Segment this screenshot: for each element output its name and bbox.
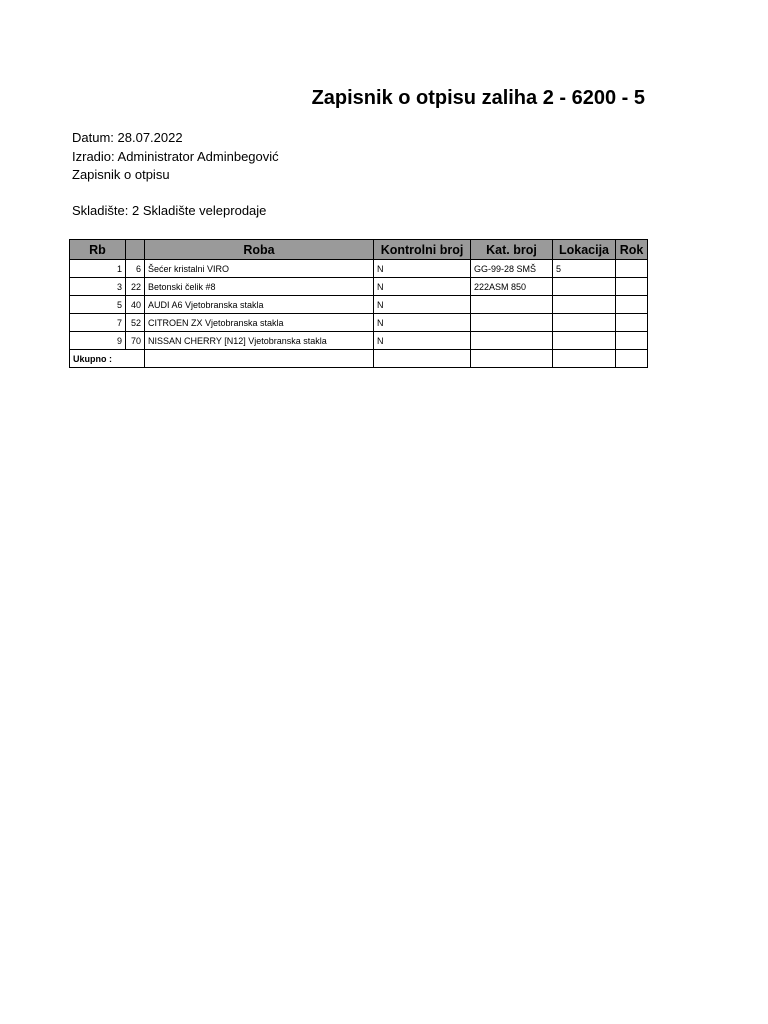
cell-rok [616,260,648,278]
cell-lokacija [553,332,616,350]
cell-code: 40 [126,296,145,314]
header-rok: Rok [616,240,648,260]
cell-rok [616,314,648,332]
cell-roba: Betonski čelik #8 [145,278,374,296]
table-row [70,260,648,278]
header-rb: Rb [70,240,126,260]
cell-roba: CITROEN ZX Vjetobranska stakla [145,314,374,332]
cell-kontrolni-broj: N [374,314,471,332]
cell-kontrolni-broj: N [374,332,471,350]
table-row [70,314,648,332]
cell-kat-broj: 222ASM 850 [471,278,553,296]
total-row [70,350,648,368]
cell-code: 22 [126,278,145,296]
table-row [70,296,648,314]
cell-rb: 7 [70,314,126,332]
cell-lokacija [553,296,616,314]
table-row [70,332,648,350]
total-label: Ukupno : [70,350,145,368]
table-header-row [70,240,648,260]
date-line: Datum: 28.07.2022 [72,130,183,145]
warehouse-line: Skladište: 2 Skladište veleprodaje [72,203,267,218]
total-cell-kat-broj [471,350,553,368]
cell-roba: Šećer kristalni VIRO [145,260,374,278]
cell-kat-broj: GG-99-28 SMŠ [471,260,553,278]
cell-rb: 3 [70,278,126,296]
cell-rok [616,278,648,296]
cell-code: 70 [126,332,145,350]
total-cell-roba [145,350,374,368]
cell-kontrolni-broj: N [374,296,471,314]
cell-kat-broj [471,314,553,332]
cell-code: 52 [126,314,145,332]
cell-rok [616,332,648,350]
header-kat-broj: Kat. broj [471,240,553,260]
total-cell-rok [616,350,648,368]
items-table [69,239,648,368]
cell-rb: 9 [70,332,126,350]
header-roba: Roba [145,240,374,260]
total-cell-kontrolni-broj [374,350,471,368]
author-line: Izradio: Administrator Adminbegović [72,149,279,164]
cell-kat-broj [471,332,553,350]
cell-roba: AUDI A6 Vjetobranska stakla [145,296,374,314]
cell-kat-broj [471,296,553,314]
cell-roba: NISSAN CHERRY [N12] Vjetobranska stakla [145,332,374,350]
cell-rok [616,296,648,314]
header-code [126,240,145,260]
document-type-line: Zapisnik o otpisu [72,167,170,182]
cell-kontrolni-broj: N [374,260,471,278]
cell-lokacija [553,278,616,296]
document-title: Zapisnik o otpisu zaliha 2 - 6200 - 5 [311,87,645,109]
cell-rb: 1 [70,260,126,278]
total-cell-lokacija [553,350,616,368]
cell-code: 6 [126,260,145,278]
cell-rb: 5 [70,296,126,314]
cell-kontrolni-broj: N [374,278,471,296]
header-kontrolni-broj: Kontrolni broj [374,240,471,260]
cell-lokacija [553,314,616,332]
header-lokacija: Lokacija [553,240,616,260]
table-row [70,278,648,296]
cell-lokacija: 5 [553,260,616,278]
